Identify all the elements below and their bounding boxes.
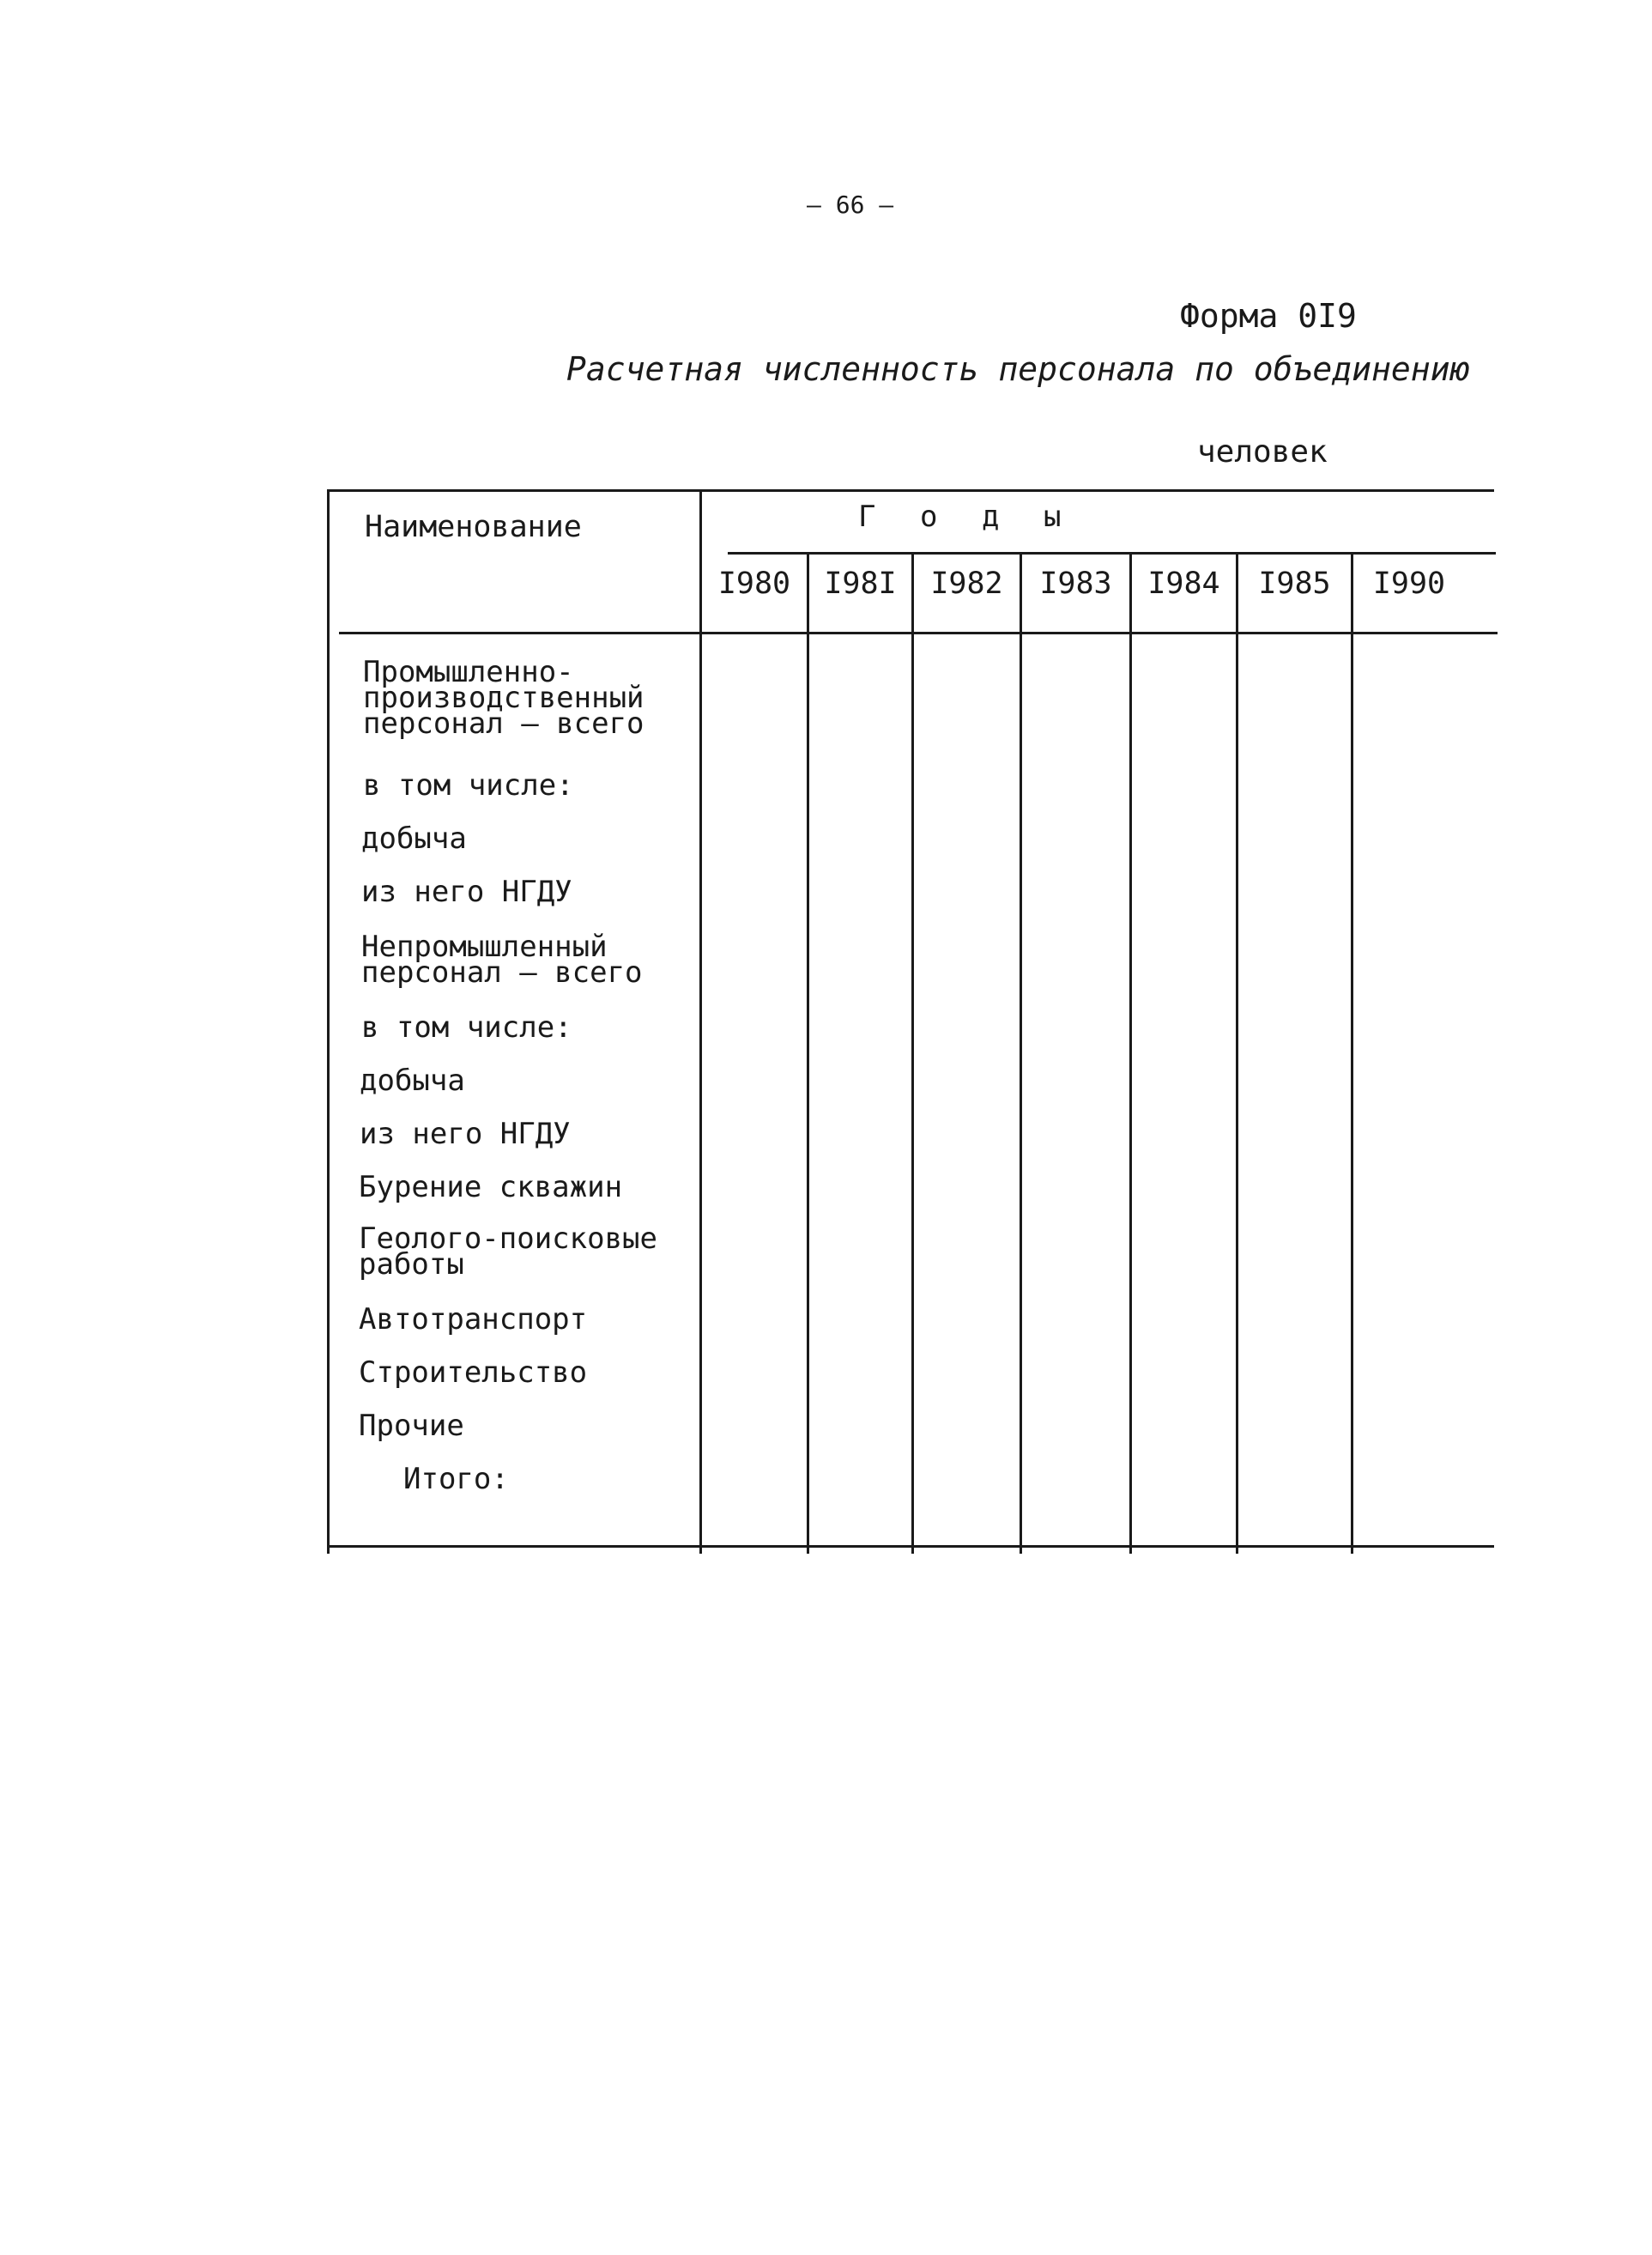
row-label: добыча — [361, 821, 467, 856]
row-label: в том числе: — [363, 768, 574, 803]
years-header-letter: Г — [858, 500, 876, 534]
table-left-border — [327, 489, 330, 1554]
table-col-divider — [807, 554, 809, 1554]
year-header: I98I — [824, 567, 897, 601]
table-col-divider — [1236, 554, 1238, 1554]
years-header-letter: д — [982, 500, 1000, 534]
table-col-divider — [1351, 554, 1353, 1554]
header-bottom-border — [339, 632, 1498, 634]
row-label: Строительство — [359, 1355, 588, 1390]
table-col-divider — [1020, 554, 1022, 1554]
name-column-header: Наименование — [365, 510, 582, 544]
table-col-divider — [911, 554, 914, 1554]
table-top-border — [327, 489, 1494, 492]
document-title: Pасчетная численность персонала по объединению — [566, 350, 1470, 388]
years-header-letter: ы — [1044, 500, 1062, 534]
row-label: Геолого-поисковые работы — [359, 1221, 657, 1282]
year-header: I983 — [1039, 567, 1112, 601]
row-label: Итого: — [403, 1462, 509, 1496]
table-bottom-border — [327, 1545, 1494, 1548]
row-label: из него НГДУ — [360, 1117, 571, 1151]
row-label: Прочие — [359, 1409, 464, 1443]
row-label: Бурение скважин — [359, 1170, 623, 1204]
row-label: Автотранспорт — [359, 1302, 588, 1337]
row-label: из него НГДУ — [361, 875, 572, 909]
years-header-divider — [728, 552, 1496, 555]
table-col-divider — [699, 489, 702, 1554]
form-number: Форма 0I9 — [1180, 297, 1357, 335]
table-col-divider — [1129, 554, 1132, 1554]
years-group-header — [858, 500, 1105, 534]
year-header: I985 — [1258, 567, 1331, 601]
unit-label: человек — [1197, 434, 1328, 470]
row-label: Непромышленный персонал – всего — [361, 930, 643, 990]
row-label: Промышленно- производственный персонал – всего — [363, 655, 644, 741]
year-header: I982 — [930, 567, 1003, 601]
row-label: в том числе: — [361, 1010, 572, 1045]
page-number: – 66 – — [807, 191, 894, 219]
years-header-letter: о — [920, 500, 938, 534]
row-label: добыча — [360, 1064, 465, 1098]
year-header: I980 — [717, 567, 791, 601]
year-header: I990 — [1372, 567, 1446, 601]
year-header: I984 — [1147, 567, 1220, 601]
